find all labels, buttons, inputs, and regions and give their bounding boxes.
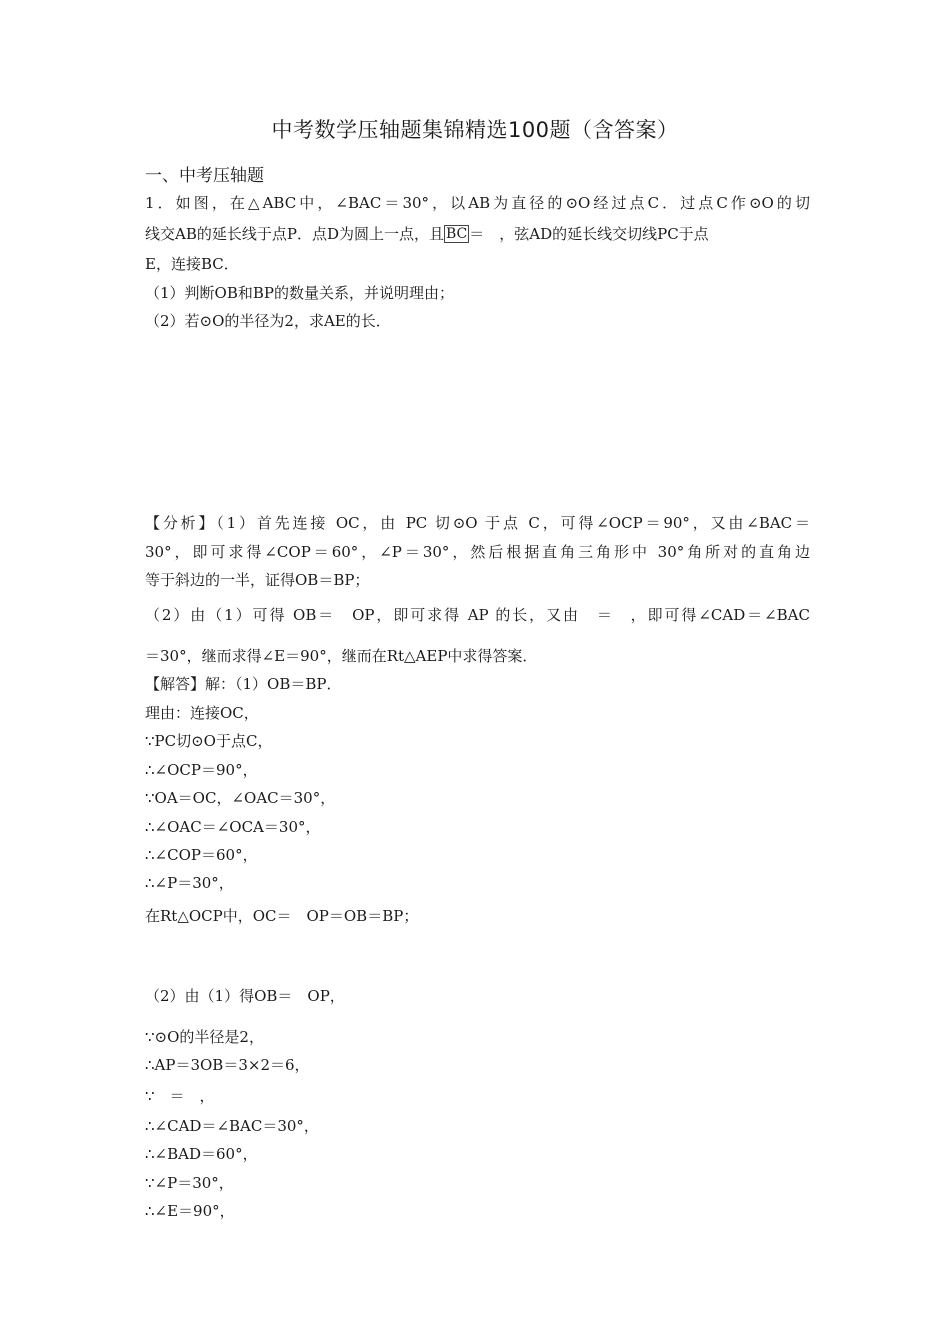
solution-line: 【解答】解：（1）OB＝BP． [145,675,342,693]
problem-line: （2）若⊙O的半径为2，求AE的长． [145,312,391,330]
problem-line: 1．如图，在△ABC中，∠BAC＝30°，以AB为直径的⊙O经过点C．过点C作⊙O的切 [145,194,810,212]
section-heading: 一、中考压轴题 [145,166,264,186]
analysis-line: 等于斜边的一半，证得OB＝BP； [145,571,370,589]
solution-line: 理由：连接OC， [145,704,259,722]
analysis-line: 30°，即可求得∠COP＝60°，∠P＝30°，然后根据直角三角形中 30°角所对的直角边 [145,543,810,561]
analysis-line: 【分析】（1）首先连接 OC，由 PC 切⊙O 于点 C，可得∠OCP＝90°，又由∠BAC＝ [145,514,810,532]
problem-line: E，连接BC． [145,255,239,273]
solution-line: ∴AP＝3OB＝3×2＝6， [145,1056,310,1074]
problem-line [145,224,810,244]
solution-line: 在Rt△OCP中，OC＝ OP＝OB＝BP； [145,907,419,925]
problem-line: （1）判断OB和BP的数量关系，并说明理由； [145,284,454,302]
solution-line: ∵PC切⊙O于点C， [145,732,273,750]
analysis-line: （2）由（1）可得 OB＝ OP，即可求得 AP 的长，又由 ＝ ，即可得∠CAD＝∠BAC [145,606,810,624]
problem-text: ＝ ，弦AD的延长线交切线PC于点 [469,225,709,243]
solution-line: ∴∠P＝30°， [145,874,234,892]
solution-line: ∴∠CAD＝∠BAC＝30°， [145,1117,319,1135]
analysis-line: ＝30°，继而求得∠E＝90°，继而在Rt△AEP中求得答案． [145,647,538,665]
solution-line: ∵OA＝OC，∠OAC＝30°， [145,789,336,807]
solution-line: ∵⊙O的半径是2， [145,1028,264,1046]
solution-line: ∴∠OCP＝90°， [145,761,258,779]
solution-line: ∵ ＝ ， [145,1087,215,1105]
document-title: 中考数学压轴题集锦精选100题（含答案） [271,118,679,142]
solution-line: ∴∠COP＝60°， [145,846,258,864]
solution-line: ∴∠E＝90°， [145,1202,235,1220]
solution-line: ∵∠P＝30°， [145,1174,234,1192]
solution-line: ∴∠OAC＝∠OCA＝30°， [145,818,321,836]
problem-text: 线交AB的延长线于点P．点D为圆上一点，且 [145,225,444,243]
arc-bc-box: BC [445,226,468,242]
solution-line: ∴∠BAD＝60°， [145,1145,258,1163]
solution-line: （2）由（1）得OB＝ OP， [145,987,345,1005]
